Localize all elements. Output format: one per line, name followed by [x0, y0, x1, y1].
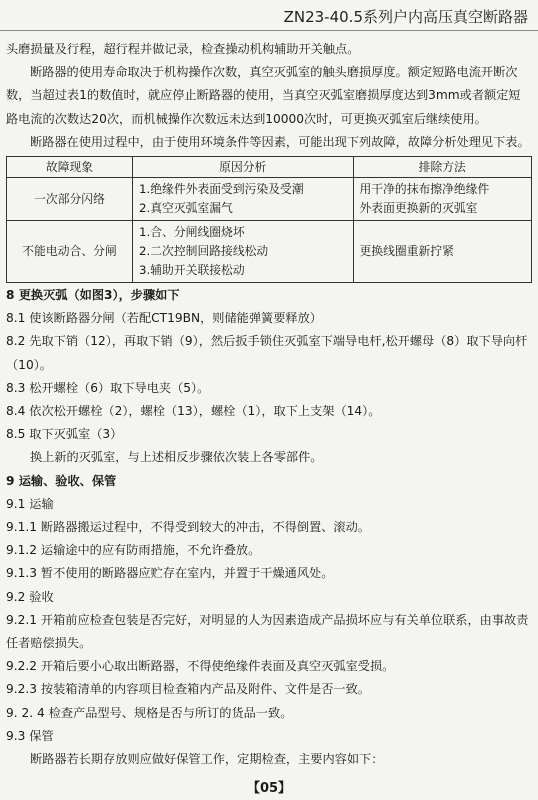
section-line-16: 9. 2. 4 检查产品型号、规格是否与所订的货品一致。 [6, 705, 293, 720]
cause-line: 2.真空灭弧室漏气 [139, 201, 233, 216]
section-line-14: 9.2.2 开箱后要小心取出断路器，不得使绝缘件表面及真空灭弧室受损。 [6, 659, 395, 674]
cause-line: 1.合、分闸线圈烧坏 [139, 225, 245, 240]
section-line-2: 8.2 先取下销（12），再取下销（9），然后扳手锁住灭弧室下端导电杆,松开螺母（8）取下导向杆（10）。 [6, 334, 528, 372]
section-line-3: 8.3 松开螺栓（6）取下导电夹（5）。 [6, 380, 210, 395]
section-paragraphs [6, 284, 532, 771]
header-divider [0, 30, 538, 31]
paragraph-2: 断路器在使用过程中，由于使用环境条件等因素，可能出现下列故障，故障分析处理见下表。 [30, 134, 530, 149]
fault-remedy-cell [353, 221, 532, 283]
fault-table [6, 156, 532, 283]
fault-causes-cell [133, 178, 354, 221]
fault-table-header-row [7, 157, 532, 178]
section-line-9: 9.1.1 断路器搬运过程中，不得受到较大的冲击，不得倒置、滚动。 [6, 520, 370, 535]
remedy-line: 用干净的抹布擦净绝缘件 [359, 182, 490, 197]
section-line-7: 9 运输、验收、保管 [6, 473, 117, 488]
section-line-1: 8.1 使该断路器分闸（若配CT19BN，则储能弹簧要释放） [6, 311, 322, 326]
section-line-8: 9.1 运输 [6, 496, 54, 511]
section-line-4: 8.4 依次松开螺栓（2），螺栓（13），螺栓（1），取下上支架（14）。 [6, 404, 381, 419]
page-content [6, 38, 532, 771]
table-row [7, 178, 532, 221]
section-line-10: 9.1.2 运输途中的应有防雨措施，不允许叠放。 [6, 543, 261, 558]
remedy-line: 外表面更换新的灭弧室 [359, 201, 478, 216]
section-line-5: 8.5 取下灭弧室（3） [6, 427, 123, 442]
section-line-11: 9.1.3 暂不使用的断路器应贮存在室内，并置于干燥通风处。 [6, 566, 334, 581]
table-row [7, 221, 532, 283]
page-number: 【05】 [246, 781, 292, 796]
cause-line: 2.二次控制回路接线松动 [139, 244, 269, 259]
fault-symptom-cell: 不能电动合、分闸 [7, 221, 133, 283]
section-line-0: 8 更换灭弧（如图3），步骤如下 [6, 288, 180, 303]
header-symptom: 故障现象 [7, 157, 133, 178]
page-header-title: ZN23-40.5系列户内高压真空断路器 [283, 8, 528, 26]
section-line-12: 9.2 验收 [6, 589, 54, 604]
fault-remedy-cell [353, 178, 532, 221]
header-remedy: 排除方法 [353, 157, 532, 178]
intro-paragraphs [6, 38, 532, 154]
section-line-18: 断路器若长期存放则应做好保管工作，定期检查，主要内容如下： [30, 752, 384, 767]
paragraph-0: 头磨损量及行程，超行程并做记录，检查操动机构辅助开关触点。 [6, 42, 360, 56]
paragraph-1: 断路器的使用寿命取决于机构操作次数，真空灭弧室的触头磨损厚度。额定短路电流开断次数，当超过表1的数值时，就应停止断路器的使用，当真空灭弧室磨损厚度达到3mm或者额定短路电流的次数达20次，而机械操作次数远未达到10000次时，可更换灭弧室后继续使用。 [6, 65, 521, 126]
cause-line: 3.辅助开关联接松动 [139, 263, 245, 278]
remedy-line: 更换线圈重新拧紧 [359, 244, 454, 259]
section-line-17: 9.3 保管 [6, 728, 54, 743]
fault-causes-cell [133, 221, 354, 283]
fault-symptom-cell: 一次部分闪络 [7, 178, 133, 221]
header-causes: 原因分析 [133, 157, 354, 178]
section-line-13: 9.2.1 开箱前应检查包装是否完好，对明显的人为因素造成产品损坏应与有关单位联系，由事故责任者赔偿损失。 [6, 612, 529, 651]
cause-line: 1.绝缘件外表面受到污染及受潮 [139, 182, 304, 197]
section-line-15: 9.2.3 按装箱清单的内容项目检查箱内产品及附件、文件是否一致。 [6, 682, 370, 697]
section-line-6: 换上新的灭弧室，与上述相反步骤依次装上各零部件。 [30, 450, 323, 465]
